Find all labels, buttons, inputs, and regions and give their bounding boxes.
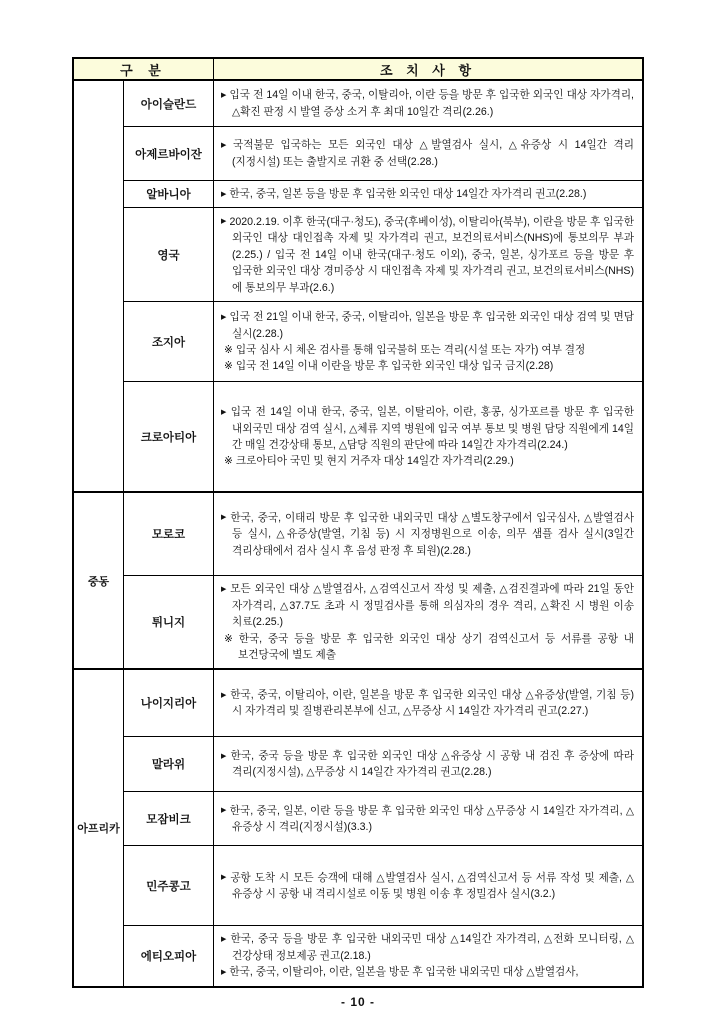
reference-mark-icon: ※	[224, 632, 236, 645]
table-row-mozambique	[124, 791, 642, 845]
measure-text: 한국, 중국, 이태리 방문 후 입국한 내외국민 대상 △별도창구에서 입국심사, △발열검사 등 실시, △유증상(발열, 기침 등) 시 지정병원으로 이송, 의무 샘플 검사 실시(3일간 격리상태에서 검사 실시 후 음성 판정 후 퇴원)(2.28.)	[230, 511, 634, 557]
table-row-tunisia	[124, 575, 642, 668]
header-category: 구 분	[74, 59, 214, 79]
table-header-row	[74, 59, 642, 81]
measure-note	[222, 631, 634, 664]
measure-text: 입국 전 14일 이내 한국, 중국, 일본, 이탈리아, 이란, 홍콩, 싱가포르를 방문 후 입국한 내외국민 대상 검역 실시, △체류 지역 병원에 입국 여부 통보 및 병원 담당 직원에게 14일 간 매일 건강상태 통보, △담당 직원의 판단에 따라 14일간 자가격리(2.24.)	[230, 406, 634, 451]
country-name: 민주콩고	[124, 846, 214, 925]
measures-cell	[214, 181, 642, 207]
table-row-iceland	[124, 81, 642, 126]
bullet-triangle-icon: ▶	[221, 218, 227, 226]
measure-text: 크로아티아 국민 및 현지 거주자 대상 14일간 자가격리(2.29.)	[235, 455, 514, 468]
measures-cell	[214, 846, 642, 925]
country-name: 조지아	[124, 302, 214, 381]
reference-mark-icon: ※	[224, 343, 233, 356]
measures-cell	[214, 208, 642, 301]
measure-text: 한국, 중국, 이탈리아, 이란, 일본을 방문 후 입국한 외국인 대상 △유증상(발열, 기침 등) 시 자가격리 및 질병관리본부에 신고, △무증상 시 14일간 자가격리 권고(2.27.)	[230, 689, 634, 718]
country-name: 나이지리아	[124, 670, 214, 736]
bullet-triangle-icon: ▶	[221, 514, 228, 522]
table-row-azerbaijan	[124, 126, 642, 180]
header-measures: 조 치 사 항	[379, 62, 477, 78]
bullet-triangle-icon: ▶	[221, 752, 228, 760]
region-group-middle-east	[74, 491, 642, 668]
bullet-triangle-icon: ▶	[221, 585, 228, 593]
group-rows	[124, 493, 642, 668]
measures-cell	[214, 127, 642, 180]
measure-note	[222, 358, 634, 374]
measures-cell	[214, 81, 642, 126]
measure-item	[221, 687, 634, 720]
page-number: - 10 -	[340, 994, 375, 1009]
country-name: 아제르바이잔	[124, 127, 214, 180]
measure-item	[221, 748, 634, 781]
measure-text: 2020.2.19. 이후 한국(대구·청도), 중국(후베이성), 이탈리아(북부), 이란을 방문 후 입국한 외국인 대상 대인접촉 자제 및 자가격리 권고, 보건의료서비스(NHS)에 통보의무 부과(2.25.) / 입국 전 14일 이내 한국(대구·청도 이외), 중국, 일본, 싱가포르 등을 방문 후 입국한 외국인 대상 경미증상 시 대인접촉 자제 및 자가격리 권고, 보건의료서비스(NHS)에 통보의무 부과(2.6.)	[229, 215, 634, 294]
bullet-triangle-icon: ▶	[221, 408, 228, 416]
measure-text: 한국, 중국, 이탈리아, 이란, 일본을 방문 후 입국한 내외국민 대상 △발열검사,	[229, 966, 579, 979]
measure-item	[221, 510, 634, 559]
measure-item	[221, 803, 634, 836]
measure-text: 한국, 중국, 일본, 이란 등을 방문 후 입국한 외국인 대상 △무증상 시 14일간 자가격리, △유증상 시 격리(지정시설)(3.3.)	[229, 804, 634, 833]
measure-text: 모든 외국인 대상 △발열검사, △검역신고서 작성 및 제출, △검진결과에 따라 21일 동안 자가격리, △37.7도 초과 시 정밀검사를 통해 의심자의 경우 격리, △확진 시 병원 이송 치료(2.25.)	[230, 583, 634, 629]
bullet-triangle-icon: ▶	[221, 935, 228, 943]
table-row-albania	[124, 180, 642, 207]
measure-text: 입국 전 21일 이내 한국, 중국, 이탈리아, 일본을 방문 후 입국한 외국인 대상 검역 및 면담 실시(2.28.)	[229, 311, 635, 340]
table-row-dr-congo	[124, 845, 642, 925]
group-rows	[124, 81, 642, 491]
measures-cell	[214, 382, 642, 491]
country-name: 아이슬란드	[124, 81, 214, 126]
country-name: 알바니아	[124, 181, 214, 207]
measure-item	[221, 870, 634, 903]
measure-item	[221, 964, 634, 980]
bullet-triangle-icon: ▶	[221, 968, 227, 976]
region-group-europe	[74, 81, 642, 491]
measure-item	[221, 137, 634, 170]
measure-text: 한국, 중국 등을 방문 후 입국한 외국인 대상 상기 검역신고서 등 서류를 공항 내 보건당국에 별도 제출	[238, 632, 634, 662]
table-row-malawi	[124, 736, 642, 791]
measure-item	[221, 581, 634, 630]
bullet-triangle-icon: ▶	[221, 874, 228, 882]
group-rows	[124, 670, 642, 985]
measures-cell	[214, 576, 642, 668]
country-name: 말라위	[124, 737, 214, 791]
measure-text: 한국, 중국 등을 방문 후 입국한 내외국민 대상 △14일간 자가격리, △전화 모니터링, △건강상태 정보제공 권고(2.18.)	[230, 933, 634, 962]
measure-item	[221, 931, 634, 964]
table-row-morocco	[124, 493, 642, 575]
bullet-triangle-icon: ▶	[221, 691, 228, 699]
measure-text: 공항 도착 시 모든 승객에 대해 △발열검사 실시, △검역신고서 등 서류 작성 및 제출, △유증상 시 공항 내 격리시설로 이동 및 병원 이송 후 정밀검사 실시(3.2.)	[230, 871, 634, 900]
table-row-nigeria	[124, 670, 642, 736]
table-row-georgia	[124, 301, 642, 381]
country-name: 모로코	[124, 493, 214, 575]
measures-table	[72, 57, 644, 988]
measure-text: 입국 심사 시 체온 검사를 통해 입국불허 또는 격리(시설 또는 자가) 여부 결정	[235, 343, 586, 356]
bullet-triangle-icon: ▶	[221, 807, 227, 815]
reference-mark-icon: ※	[224, 455, 233, 468]
measures-cell	[214, 302, 642, 381]
country-name: 튀니지	[124, 576, 214, 668]
region-label: 아프리카	[74, 670, 124, 985]
measures-cell	[214, 737, 642, 791]
table-row-ethiopia	[124, 925, 642, 985]
measure-item	[221, 87, 634, 120]
country-name: 크로아티아	[124, 382, 214, 491]
reference-mark-icon: ※	[224, 360, 233, 373]
region-label: 중동	[74, 493, 124, 668]
measure-note	[222, 342, 634, 358]
measure-item	[221, 186, 634, 202]
measures-cell	[214, 926, 642, 985]
table-row-uk	[124, 207, 642, 301]
measures-cell	[214, 493, 642, 575]
region-group-africa	[74, 668, 642, 985]
region-label	[74, 81, 124, 491]
bullet-triangle-icon: ▶	[221, 91, 227, 99]
country-name: 영국	[124, 208, 214, 301]
measures-cell	[214, 670, 642, 736]
measures-cell	[214, 792, 642, 845]
bullet-triangle-icon: ▶	[221, 141, 231, 149]
measure-text: 한국, 중국 등을 방문 후 입국한 외국인 대상 △유증상 시 공항 내 검진 후 증상에 따라 격리(지정시설), △무증상 시 14일간 자가격리 권고(2.28.)	[230, 750, 634, 779]
measure-note	[222, 453, 634, 469]
measure-text: 입국 전 14일 이내 이란을 방문 후 입국한 외국인 대상 입국 금지(2.28)	[235, 360, 554, 373]
measure-item	[221, 404, 634, 453]
measure-item	[221, 309, 634, 342]
measure-text: 한국, 중국, 일본 등을 방문 후 입국한 외국인 대상 14일간 자가격리 권고(2.28.)	[229, 188, 587, 200]
country-name: 에티오피아	[124, 926, 214, 985]
measure-item	[221, 214, 634, 296]
bullet-triangle-icon: ▶	[221, 313, 227, 321]
table-row-croatia	[124, 381, 642, 491]
measure-text: 국적불문 입국하는 모든 외국인 대상 △발열검사 실시, △유증상 시 14일간 격리(지정시설) 또는 출발지로 귀환 중 선택(2.28.)	[232, 139, 634, 168]
bullet-triangle-icon: ▶	[221, 190, 227, 198]
country-name: 모잠비크	[124, 792, 214, 845]
measure-text: 입국 전 14일 이내 한국, 중국, 이탈리아, 이란 등을 방문 후 입국한 외국인 대상 자가격리, △확진 판정 시 발열 증상 소거 후 최대 10일간 격리(2.26.)	[229, 89, 634, 118]
